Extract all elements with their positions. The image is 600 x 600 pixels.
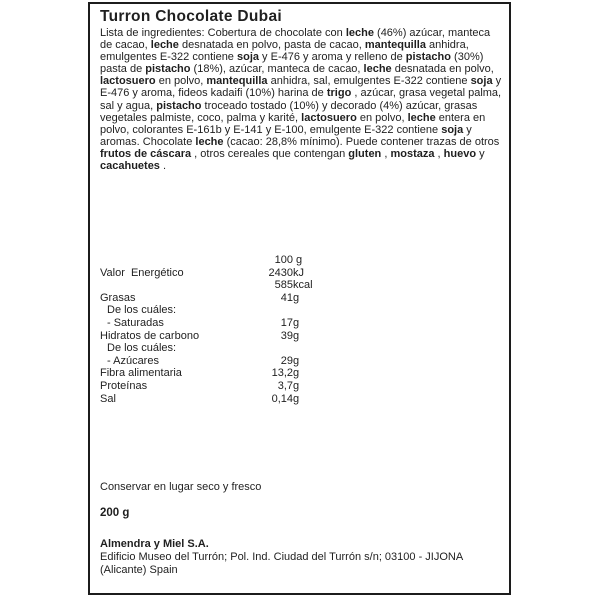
ingredient-text: (30%) pasta de xyxy=(100,51,484,76)
nutrition-value xyxy=(245,342,293,355)
nutrition-row xyxy=(100,355,502,368)
nutrition-label: Sal xyxy=(100,392,116,405)
nutrition-value: 41 xyxy=(280,291,293,304)
ingredient-allergen: pistacho xyxy=(145,63,191,76)
net-weight: 200 g xyxy=(100,507,130,519)
nutrition-label: Hidratos de carbono xyxy=(100,329,200,342)
nutrition-label: - Azúcares xyxy=(107,354,159,367)
ingredient-text: anhidra, sal, emulgentes E-322 contiene xyxy=(267,75,471,88)
ingredient-text: , otros cereales que contengan xyxy=(191,147,349,160)
nutrition-unit: g xyxy=(293,316,300,329)
ingredient-allergen: frutos de cáscara xyxy=(100,147,192,160)
nutrition-value: 3,7 xyxy=(277,379,293,392)
ingredient-allergen: leche xyxy=(345,27,374,39)
ingredient-allergen: trigo xyxy=(326,87,352,100)
ingredient-allergen: soja xyxy=(441,123,464,136)
nutrition-row xyxy=(100,367,502,380)
ingredient-allergen: lactosuero xyxy=(301,111,357,124)
ingredient-text: , xyxy=(381,147,391,160)
ingredient-text: en polvo, xyxy=(356,111,408,124)
nutrition-header-unit: g xyxy=(293,254,303,266)
nutrition-row xyxy=(100,279,502,292)
nutrition-label xyxy=(100,279,245,292)
ingredient-allergen: lactosuero xyxy=(100,75,156,88)
ingredient-allergen: leche xyxy=(195,135,224,148)
nutrition-unit: kJ xyxy=(293,266,304,279)
nutrition-label: De los cuáles: xyxy=(107,342,177,355)
nutrition-label: - Saturadas xyxy=(107,316,164,329)
nutrition-value: 13,2 xyxy=(271,367,293,380)
ingredient-allergen: gluten xyxy=(348,147,382,160)
storage-instructions: Conservar en lugar seco y fresco xyxy=(100,481,262,493)
nutrition-column-header xyxy=(100,254,502,267)
product-title: Turron Chocolate Dubai xyxy=(100,8,282,25)
ingredient-allergen: leche xyxy=(407,111,436,124)
nutrition-row xyxy=(100,330,502,343)
nutrition-value: 39 xyxy=(280,329,293,342)
ingredient-text: anhidra, emulgentes E-322 contiene xyxy=(100,39,469,64)
ingredient-text: y xyxy=(476,147,485,160)
manufacturer-block xyxy=(100,538,502,578)
ingredient-allergen: mantequilla xyxy=(364,39,426,52)
nutrition-row xyxy=(100,304,502,317)
ingredient-text: entera en polvo, colorantes E-161b y E-141 y E-100, emulgente E-322 contiene xyxy=(100,111,486,136)
manufacturer-name: Almendra y Miel S.A. xyxy=(100,538,209,550)
nutrition-row xyxy=(100,292,502,305)
ingredient-text: , azúcar, grasa vegetal palma, sal y agua, xyxy=(100,87,502,112)
nutrition-unit: g xyxy=(293,392,300,405)
ingredient-text: y aromas. Chocolate xyxy=(100,123,472,148)
product-label-box xyxy=(88,2,511,595)
ingredient-text: . xyxy=(159,160,167,173)
nutrition-unit: g xyxy=(293,354,300,367)
nutrition-label: Fibra alimentaria xyxy=(100,367,182,380)
nutrition-label: Proteínas xyxy=(100,379,148,392)
nutrition-row xyxy=(100,393,502,406)
nutrition-table xyxy=(100,254,502,405)
nutrition-unit: g xyxy=(293,379,300,392)
ingredient-text: (18%), azúcar, manteca de cacao, xyxy=(190,63,364,76)
ingredient-allergen: mantequilla xyxy=(206,75,268,88)
nutrition-row xyxy=(100,317,502,330)
ingredient-text: (46%) azúcar, manteca de cacao, xyxy=(100,27,491,52)
nutrition-header-spacer xyxy=(100,254,245,267)
ingredient-allergen: pistacho xyxy=(156,99,202,112)
ingredient-text: en polvo, xyxy=(155,75,207,88)
nutrition-value: 29 xyxy=(280,354,293,367)
ingredient-allergen: cacahuetes xyxy=(100,160,160,173)
ingredient-text: troceado tostado (10%) y decorado (4%) azúcar, grasas vegetales palmiste, coco, palma y karité, xyxy=(100,99,478,124)
ingredient-text: Lista de ingredientes: Cobertura de chocolate con xyxy=(100,27,346,39)
nutrition-value: 0,14 xyxy=(271,392,293,405)
ingredient-allergen: mostaza xyxy=(390,147,435,160)
nutrition-label: Grasas xyxy=(100,291,136,304)
nutrition-unit: g xyxy=(293,291,300,304)
nutrition-value: 585 xyxy=(274,279,293,292)
ingredient-allergen: huevo xyxy=(443,147,477,160)
ingredient-text: y E-476 y aroma, fideos kadaifi (10%) harina de xyxy=(100,75,502,100)
nutrition-row xyxy=(100,342,502,355)
nutrition-value: 2430 xyxy=(268,266,293,279)
manufacturer-address-line1: Edificio Museo del Turrón; Pol. Ind. Ciudad del Turrón s/n; 03100 - JIJONA xyxy=(100,551,464,564)
ingredients-text xyxy=(100,27,502,172)
manufacturer-address-line2: (Alicante) Spain xyxy=(100,564,178,577)
ingredient-allergen: soja xyxy=(470,75,493,88)
nutrition-row xyxy=(100,267,502,280)
nutrition-unit: g xyxy=(293,329,300,342)
ingredient-allergen: pistacho xyxy=(405,51,451,64)
ingredient-text: (cacao: 28,8% mínimo). Puede contener trazas de otros xyxy=(223,135,500,148)
ingredient-text: desnatada en polvo, pasta de cacao, xyxy=(178,39,365,52)
ingredient-allergen: leche xyxy=(150,39,179,52)
nutrition-row xyxy=(100,380,502,393)
ingredient-text: , xyxy=(434,147,444,160)
nutrition-value: 17 xyxy=(280,316,293,329)
nutrition-unit: g xyxy=(293,367,300,380)
ingredient-text: desnatada en polvo, xyxy=(391,63,494,76)
nutrition-table-body xyxy=(100,267,502,406)
nutrition-label: Valor Energético xyxy=(100,266,184,279)
ingredient-text: y E-476 y aroma y relleno de xyxy=(259,51,406,64)
nutrition-unit: kcal xyxy=(293,279,313,292)
nutrition-header-amount: 100 xyxy=(274,254,293,266)
ingredient-allergen: soja xyxy=(236,51,259,64)
nutrition-value xyxy=(245,304,293,317)
nutrition-label: De los cuáles: xyxy=(107,304,177,317)
ingredient-allergen: leche xyxy=(363,63,392,76)
